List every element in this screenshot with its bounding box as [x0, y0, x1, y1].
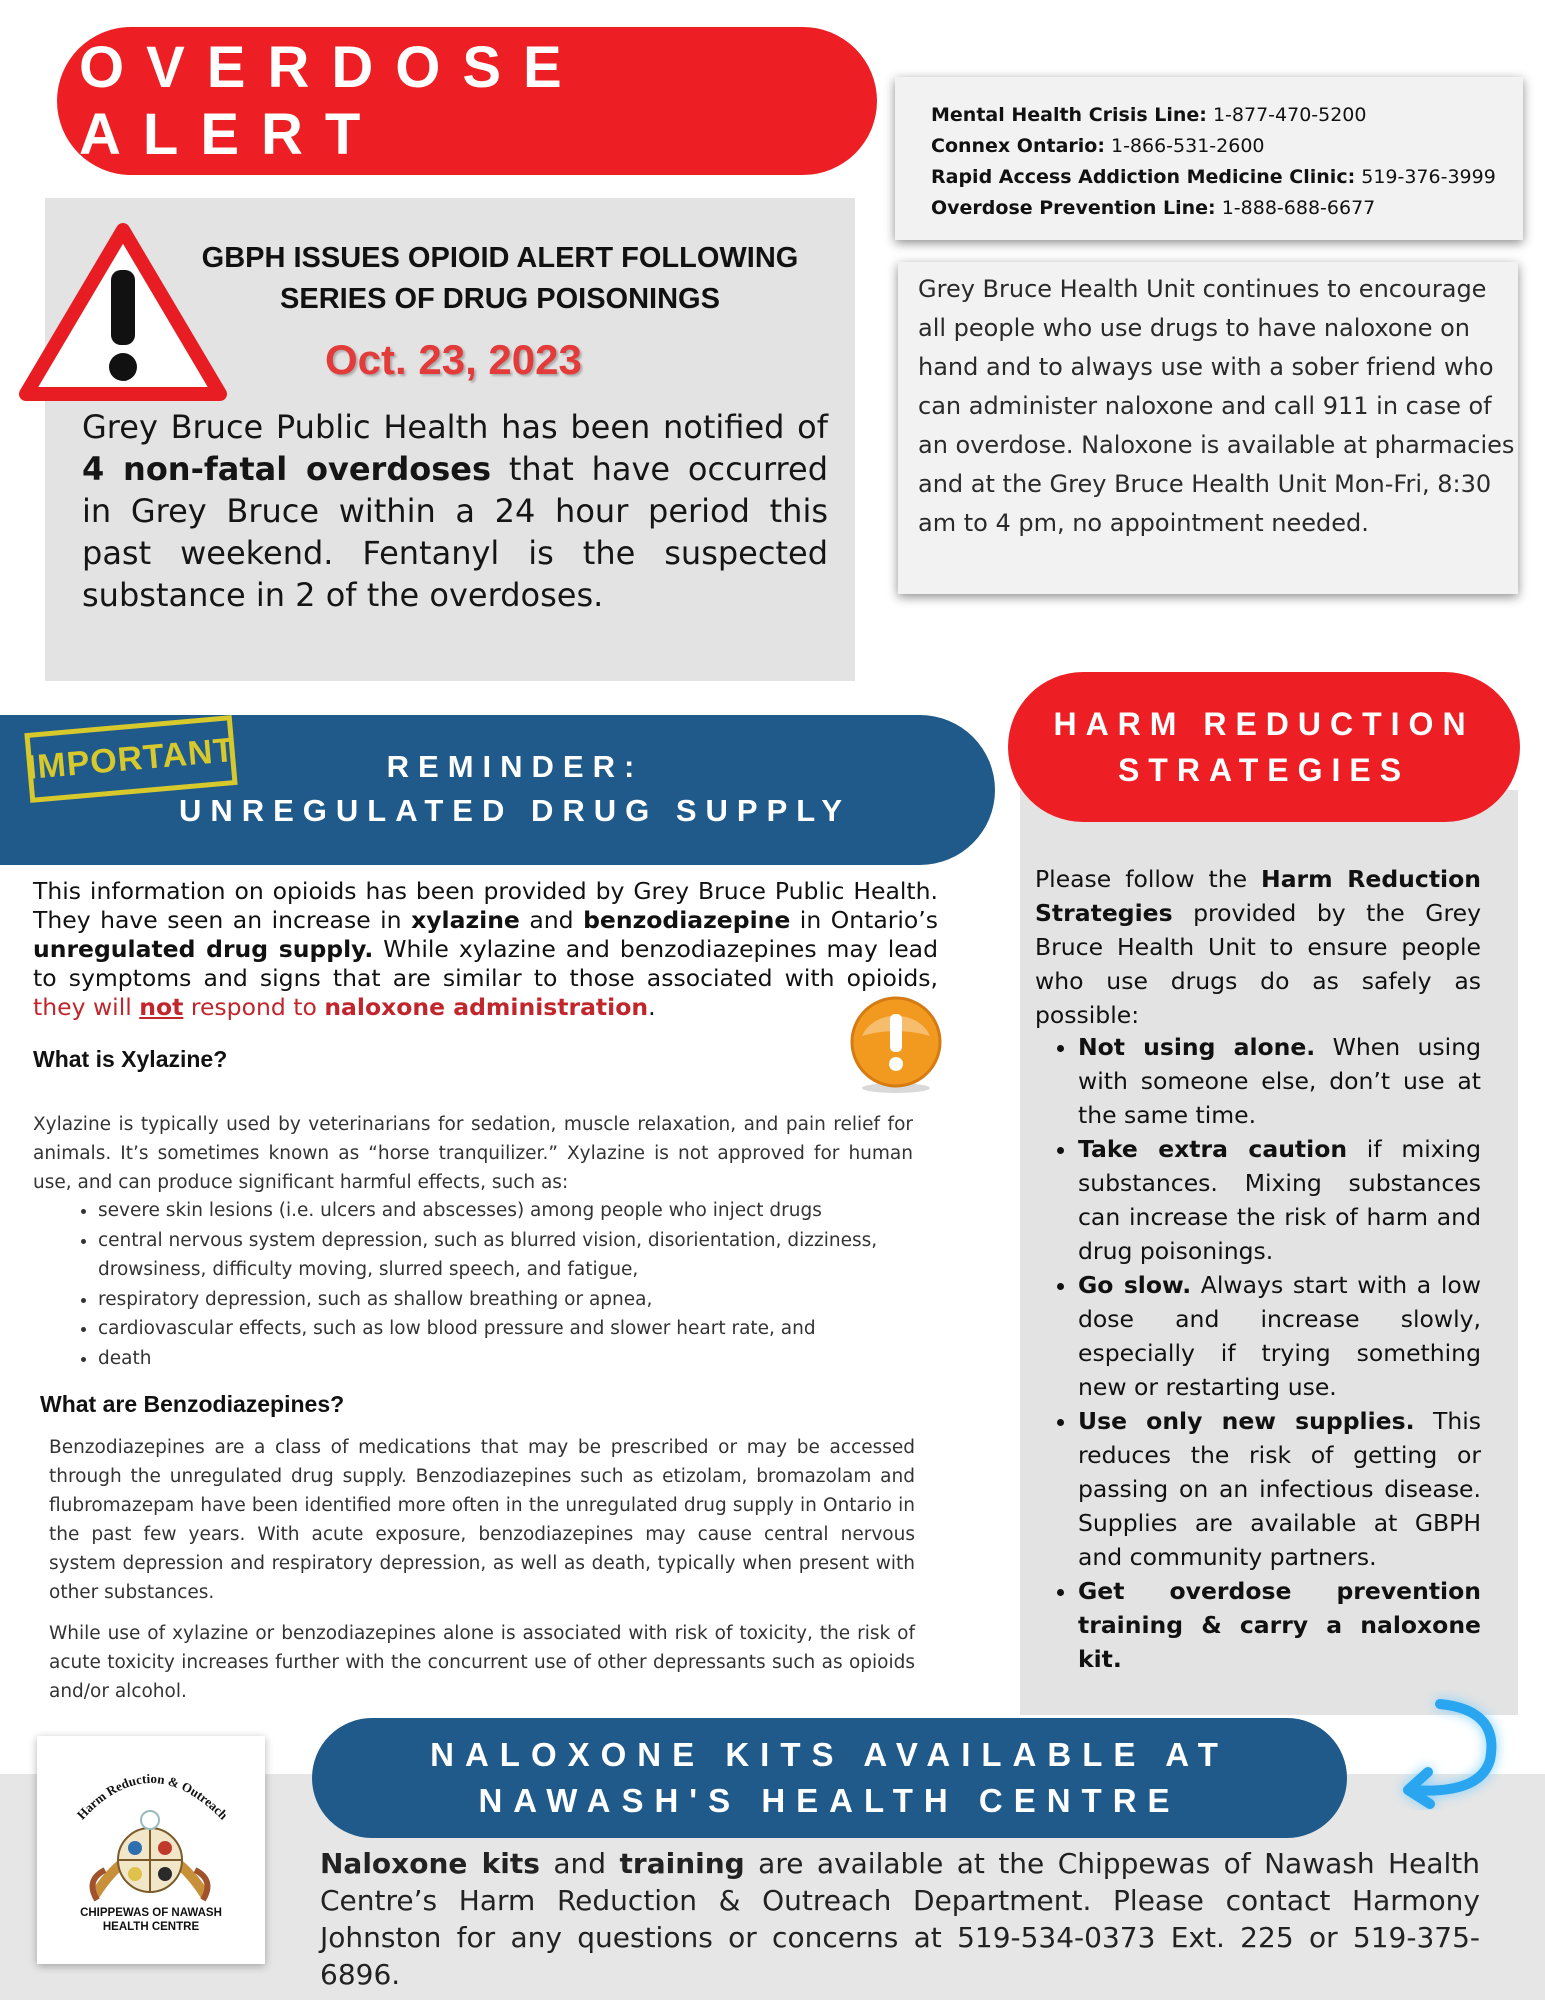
strategy-title: Go slow. — [1078, 1271, 1192, 1299]
reminder-title-line-2: UNREGULATED DRUG SUPPLY — [178, 793, 852, 828]
strategy-text: Always start with a low dose and increase slowly, especially if trying something new or restarting use. — [1078, 1271, 1481, 1401]
naloxone-note-text: Grey Bruce Health Unit continues to encourage all people who use drugs to have naloxone on hand and to always use with a sober friend who can administer naloxone and call 911 in case of an overdose. Naloxone is available at pharmacies and at the Grey Bruce Health Unit Mon-Fri, 8:30 am to 4 pm, no appointment needed. — [918, 275, 1515, 537]
crisis-line-label: Overdose Prevention Line: — [931, 197, 1216, 219]
crisis-line-number: 1-866-531-2600 — [1104, 135, 1265, 157]
naloxone-kits-banner — [312, 1718, 1347, 1838]
naloxone-banner-line-1: NALOXONE KITS AVAILABLE AT — [430, 1736, 1229, 1773]
list-item: • severe skin lesions (i.e. ulcers and abscesses) among people who inject drugs — [98, 1196, 928, 1226]
harm-intro — [1035, 862, 1481, 1032]
info-text: and — [519, 906, 584, 934]
list-item — [1078, 1030, 1481, 1132]
info-unregulated: unregulated drug supply. — [33, 935, 374, 963]
info-warning: they will — [33, 993, 140, 1021]
list-item — [1078, 1404, 1481, 1574]
naloxone-note-card — [898, 262, 1518, 594]
alert-body-highlight: 4 non-fatal overdoses — [82, 450, 492, 488]
reminder-title-line-1: REMINDER: — [386, 749, 644, 784]
harm-intro-text-end: provided by the Grey Bruce Health Unit to ensure people who use drugs do as safely as possible: — [1035, 899, 1481, 1029]
important-stamp: IMPORTANT — [24, 715, 237, 803]
crisis-line-label: Connex Ontario: — [931, 135, 1105, 157]
strategy-text: When using with someone else, don’t use at the same time. — [1078, 1033, 1482, 1129]
crisis-line-label: Mental Health Crisis Line: — [931, 104, 1207, 126]
info-text: in Ontario’s — [790, 906, 938, 934]
headline-line-1: GBPH ISSUES OPIOID ALERT FOLLOWING — [201, 242, 799, 274]
curved-arrow-icon — [1380, 1690, 1520, 1810]
strategy-title: Use only new supplies. — [1078, 1407, 1415, 1435]
alert-body — [82, 406, 828, 616]
nawash-logo-icon — [75, 1800, 225, 1910]
alert-date: Oct. 23, 2023 — [325, 336, 582, 383]
list-item — [1078, 1268, 1481, 1404]
harm-reduction-banner — [1008, 672, 1520, 822]
info-warning-naloxone: naloxone administration — [324, 993, 649, 1021]
crisis-line-label: Rapid Access Addiction Medicine Clinic: — [931, 166, 1356, 188]
alert-body-text-end: that have occurred in Grey Bruce within a 24 hour period this past weekend. Fentanyl is the suspected substance in 2 of the overdoses. — [82, 450, 828, 614]
info-warning-not: not — [139, 993, 184, 1021]
crisis-line — [931, 100, 1523, 131]
xylazine-heading: What is Xylazine? — [33, 1046, 228, 1072]
overdose-alert-banner — [57, 27, 877, 175]
list-item — [1078, 1574, 1481, 1676]
list-item: • cardiovascular effects, such as low blood pressure and slower heart rate, and — [98, 1314, 928, 1344]
strategy-text: This reduces the risk of getting or passing on an infectious disease. Supplies are available at GBPH and community partners. — [1078, 1407, 1481, 1571]
crisis-lines-card — [895, 77, 1523, 240]
logo-caption-line-1: CHIPPEWAS OF NAWASH — [80, 1907, 222, 1919]
benzo-heading: What are Benzodiazepines? — [40, 1391, 345, 1417]
exclamation-circle-icon — [848, 996, 944, 1096]
info-text: This information on opioids has been provided by Grey Bruce Public Health. They have seen an increase in — [33, 877, 938, 934]
crisis-line-number: 519-376-3999 — [1355, 166, 1496, 188]
alert-title: OVERDOSE ALERT — [79, 35, 584, 167]
list-item: • death — [98, 1344, 928, 1374]
logo-arc-label: Harm Reduction & Outreach — [73, 1770, 232, 1823]
info-benzodiazepine: benzodiazepine — [583, 906, 791, 934]
list-item — [1078, 1132, 1481, 1268]
info-xylazine: xylazine — [411, 906, 520, 934]
crisis-line-number: 1-877-470-5200 — [1206, 104, 1367, 126]
strategy-text: if mixing substances. Mixing substances can increase the risk of harm and drug poisonings. — [1078, 1135, 1481, 1265]
list-item: • respiratory depression, such as shallow breathing or apnea, — [98, 1285, 928, 1315]
logo-caption-line-2: HEALTH CENTRE — [102, 1921, 200, 1933]
alert-headline — [195, 238, 805, 320]
naloxone-footer-text — [320, 1845, 1480, 1993]
crisis-line — [931, 162, 1523, 193]
harm-title-line-2: STRATEGIES — [1117, 752, 1411, 788]
harm-intro-text: Please follow the — [1035, 865, 1262, 893]
harm-title-line-1: HARM REDUCTION — [1053, 706, 1475, 742]
footer-text-end: are available at the Chippewas of Nawash Health Centre’s Harm Reduction & Outreach Department. Please contact Harmony Johnston for any questions or concerns at 519-534-0373 Ext. 225 or 519-375-6896. — [320, 1847, 1480, 1991]
opioid-info-paragraph — [33, 877, 938, 1022]
crisis-line-number: 1-888-688-6677 — [1215, 197, 1376, 219]
info-text: While xylazine and benzodiazepines may lead to symptoms and signs that are similar to those associated with opioids, — [33, 935, 939, 992]
naloxone-banner-line-2: NAWASH'S HEALTH CENTRE — [478, 1782, 1181, 1819]
alert-body-text: Grey Bruce Public Health has been notified of — [82, 408, 828, 446]
xylazine-effects-list — [68, 1196, 928, 1373]
strategy-title: Get overdose prevention training & carry a naloxone kit. — [1078, 1577, 1481, 1673]
benzo-paragraph-2: While use of xylazine or benzodiazepines alone is associated with risk of toxicity, the risk of acute toxicity increases further with the concurrent use of other depressants such as opioids and/or alcohol. — [49, 1623, 915, 1702]
info-warning: respond to — [183, 993, 325, 1021]
footer-kits: Naloxone kits — [320, 1847, 540, 1880]
strategy-title: Take extra caution — [1078, 1135, 1348, 1163]
footer-training: training — [619, 1847, 745, 1880]
crisis-line — [931, 131, 1523, 162]
logo-caption — [37, 1906, 265, 1934]
strategy-title: Not using alone. — [1078, 1033, 1316, 1061]
reminder-title — [140, 745, 890, 833]
benzo-paragraph-1: Benzodiazepines are a class of medications that may be prescribed or may be accessed through the unregulated drug supply. Benzodiazepines such as etizolam, bromazolam and flubromazepam have been identified more often in the unregulated drug supply in Ontario in the past few years. With acute exposure, benzodiazepines may cause central nervous system depression and respiratory depression, as well as death, typically when present with other substances. — [49, 1437, 915, 1603]
harm-intro-highlight: Harm Reduction Strategies — [1035, 865, 1481, 927]
list-item: • central nervous system depression, such as blurred vision, disorientation, dizziness, drowsiness, difficulty moving, slurred speech, and fatigue, — [98, 1226, 928, 1285]
crisis-line — [931, 193, 1523, 224]
footer-text-part: and — [539, 1847, 620, 1880]
info-text: . — [648, 993, 656, 1021]
harm-strategies-list — [1035, 1030, 1481, 1676]
headline-line-2: SERIES OF DRUG POISONINGS — [280, 283, 720, 315]
xylazine-paragraph: Xylazine is typically used by veterinarians for sedation, muscle relaxation, and pain relief for animals. It’s sometimes known as “horse tranquilizer.” Xylazine is not approved for human use, and can produce significant harmful effects, such as: — [33, 1114, 913, 1193]
